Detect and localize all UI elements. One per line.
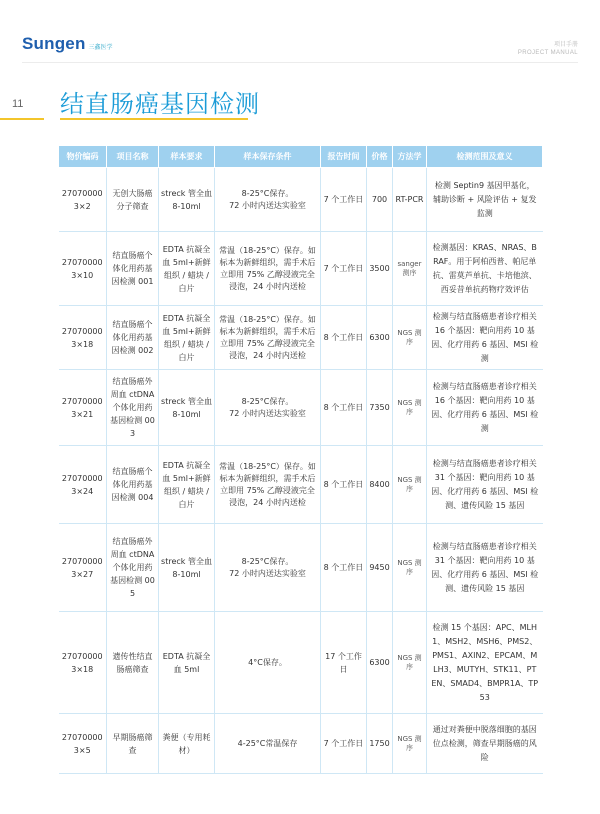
name-cell: 结直肠癌外周血 ctDNA 个体化用药基因检测 003 xyxy=(107,370,159,446)
name-cell: 结直肠癌个体化用药基因检测 002 xyxy=(107,306,159,370)
sample-cell: EDTA 抗凝全血 5ml xyxy=(159,612,215,714)
sample-cell: EDTA 抗凝全血 5ml+新鲜组织 / 蜡块 / 白片 xyxy=(159,306,215,370)
price-cell: 6300 xyxy=(367,306,393,370)
storage-cell: 8-25°C保存。 72 小时内送达实验室 xyxy=(215,370,321,446)
scope-cell: 检测 15 个基因：APC、MLH1、MSH2、MSH6、PMS2、PMS1、AXIN2、EPCAM、MLH3、MUTYH、STK11、PTEN、SMAD4、BMPR1A、TP53 xyxy=(427,612,543,714)
table-row xyxy=(59,306,543,370)
scope-cell: 检测基因：KRAS、NRAS、BRAF。用于阿柏西普、帕尼单抗、雷莫芦单抗、卡培他滨、西妥昔单抗药物疗效评估 xyxy=(427,232,543,306)
storage-cell: 4°C保存。 xyxy=(215,612,321,714)
scope-cell: 检测与结直肠癌患者诊疗相关 31 个基因：靶向用药 10 基因、化疗用药 6 基因、MSI 检测、遗传风险 15 基因 xyxy=(427,446,543,524)
method-cell: NGS 测序 xyxy=(393,714,427,774)
price-cell: 6300 xyxy=(367,612,393,714)
report-time-cell: 8 个工作日 xyxy=(321,370,367,446)
test-items-table xyxy=(58,145,543,774)
code-cell: 270700003×18 xyxy=(59,306,107,370)
scope-cell: 检测与结直肠癌患者诊疗相关 31 个基因：靶向用药 10 基因、化疗用药 6 基因、MSI 检测、遗传风险 15 基因 xyxy=(427,524,543,612)
manual-label-cn: 项目手册 xyxy=(553,41,578,48)
storage-cell: 4-25°C常温保存 xyxy=(215,714,321,774)
scope-cell: 检测 Septin9 基因甲基化，辅助诊断 + 风险评估 + 复发监测 xyxy=(427,168,543,232)
sample-cell: EDTA 抗凝全血 5ml+新鲜组织 / 蜡块 / 白片 xyxy=(159,232,215,306)
code-cell: 270700003×2 xyxy=(59,168,107,232)
storage-cell: 常温（18-25°C）保存。如标本为新鲜组织，需手术后立即用 75% 乙醇浸液完全浸泡，24 小时内送检 xyxy=(215,306,321,370)
title-underline-left xyxy=(0,118,44,120)
table-row xyxy=(59,714,543,774)
header-divider xyxy=(22,62,578,63)
column-header: 报告时间 xyxy=(321,146,367,168)
storage-cell: 常温（18-25°C）保存。如标本为新鲜组织，需手术后立即用 75% 乙醇浸液完全浸泡，24 小时内送检 xyxy=(215,446,321,524)
report-time-cell: 17 个工作日 xyxy=(321,612,367,714)
sungen-logo xyxy=(22,34,113,54)
sample-cell: streck 管全血 8-10ml xyxy=(159,370,215,446)
column-header: 物价编码 xyxy=(59,146,107,168)
code-cell: 270700003×24 xyxy=(59,446,107,524)
code-cell: 270700003×5 xyxy=(59,714,107,774)
sample-cell: streck 管全血 8-10ml xyxy=(159,168,215,232)
name-cell: 早期肠癌筛查 xyxy=(107,714,159,774)
page-number: 11 xyxy=(12,98,24,110)
manual-label xyxy=(518,40,578,58)
table-row xyxy=(59,612,543,714)
name-cell: 无创大肠癌分子筛查 xyxy=(107,168,159,232)
code-cell: 270700003×18 xyxy=(59,612,107,714)
storage-cell: 8-25°C保存。 72 小时内送达实验室 xyxy=(215,168,321,232)
page-title: 结直肠癌基因检测 xyxy=(60,90,260,118)
report-time-cell: 8 个工作日 xyxy=(321,306,367,370)
column-header: 方法学 xyxy=(393,146,427,168)
price-cell: 9450 xyxy=(367,524,393,612)
price-cell: 700 xyxy=(367,168,393,232)
name-cell: 结直肠癌个体化用药基因检测 001 xyxy=(107,232,159,306)
report-time-cell: 8 个工作日 xyxy=(321,524,367,612)
table-header-row xyxy=(59,146,543,168)
column-header: 项目名称 xyxy=(107,146,159,168)
table-row xyxy=(59,232,543,306)
scope-cell: 通过对粪便中脱落细胞的基因位点检测，筛查早期肠癌的风险 xyxy=(427,714,543,774)
column-header: 价格 xyxy=(367,146,393,168)
report-time-cell: 7 个工作日 xyxy=(321,232,367,306)
manual-label-en: PROJECT MANUAL xyxy=(517,50,578,56)
name-cell: 结直肠癌个体化用药基因检测 004 xyxy=(107,446,159,524)
report-time-cell: 8 个工作日 xyxy=(321,446,367,524)
code-cell: 270700003×21 xyxy=(59,370,107,446)
table-row xyxy=(59,168,543,232)
price-cell: 3500 xyxy=(367,232,393,306)
table-row xyxy=(59,446,543,524)
report-time-cell: 7 个工作日 xyxy=(321,714,367,774)
code-cell: 270700003×27 xyxy=(59,524,107,612)
name-cell: 结直肠癌外周血 ctDNA 个体化用药基因检测 005 xyxy=(107,524,159,612)
sample-cell: 粪便（专用耗材） xyxy=(159,714,215,774)
storage-cell: 8-25°C保存。 72 小时内送达实验室 xyxy=(215,524,321,612)
report-time-cell: 7 个工作日 xyxy=(321,168,367,232)
scope-cell: 检测与结直肠癌患者诊疗相关 16 个基因：靶向用药 10 基因、化疗用药 6 基因、MSI 检测 xyxy=(427,370,543,446)
table-row xyxy=(59,524,543,612)
method-cell: RT-PCR xyxy=(393,168,427,232)
price-cell: 7350 xyxy=(367,370,393,446)
logo-cn-text: 三鑫医学 xyxy=(88,43,113,51)
method-cell: NGS 测序 xyxy=(393,612,427,714)
column-header: 样本保存条件 xyxy=(215,146,321,168)
method-cell: NGS 测序 xyxy=(393,306,427,370)
sample-cell: streck 管全血 8-10ml xyxy=(159,524,215,612)
column-header: 样本要求 xyxy=(159,146,215,168)
storage-cell: 常温（18-25°C）保存。如标本为新鲜组织，需手术后立即用 75% 乙醇浸液完全浸泡，24 小时内送检 xyxy=(215,232,321,306)
title-underline xyxy=(60,118,248,120)
method-cell: sanger 测序 xyxy=(393,232,427,306)
name-cell: 遗传性结直肠癌筛查 xyxy=(107,612,159,714)
price-cell: 8400 xyxy=(367,446,393,524)
method-cell: NGS 测序 xyxy=(393,446,427,524)
column-header: 检测范围及意义 xyxy=(427,146,543,168)
price-cell: 1750 xyxy=(367,714,393,774)
table-row xyxy=(59,370,543,446)
logo-text: Sungen xyxy=(22,34,86,53)
scope-cell: 检测与结直肠癌患者诊疗相关 16 个基因：靶向用药 10 基因、化疗用药 6 基因、MSI 检测 xyxy=(427,306,543,370)
method-cell: NGS 测序 xyxy=(393,524,427,612)
sample-cell: EDTA 抗凝全血 5ml+新鲜组织 / 蜡块 / 白片 xyxy=(159,446,215,524)
method-cell: NGS 测序 xyxy=(393,370,427,446)
code-cell: 270700003×10 xyxy=(59,232,107,306)
